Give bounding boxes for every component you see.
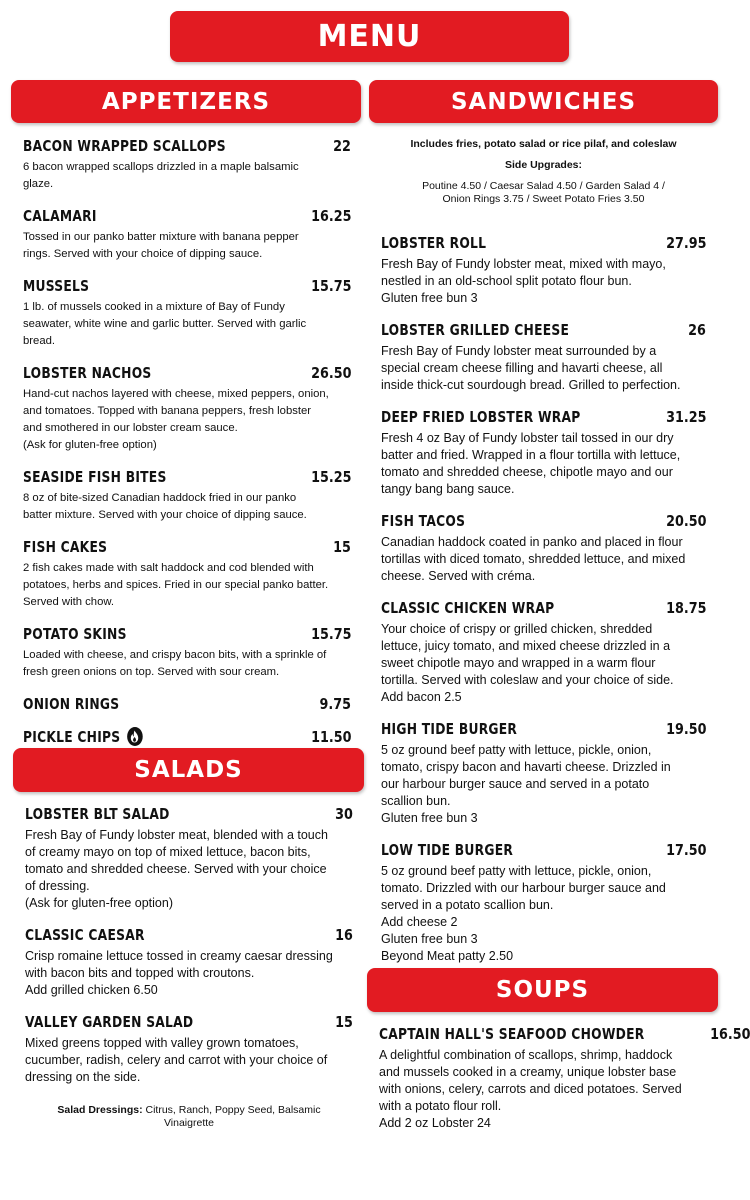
description-line: batter mixture. Served with your choice of dipping sauce.	[23, 509, 307, 521]
salad-dressings-label: Salad Dressings:	[57, 1104, 143, 1116]
menu-item-description	[381, 343, 706, 394]
description-line: Add 2 oz Lobster 24	[379, 1116, 491, 1130]
description-line: batter and fried. Wrapped in a flour tortilla with lettuce,	[381, 448, 681, 462]
sandwiches-list	[381, 234, 706, 965]
menu-item-description	[23, 159, 351, 193]
description-line: Fresh 4 oz Bay of Fundy lobster tail tossed in our dry	[381, 431, 674, 445]
menu-item-name	[379, 1025, 644, 1043]
description-line: Mixed greens topped with valley grown tomatoes,	[25, 1036, 299, 1050]
menu-item-name	[23, 468, 167, 486]
menu-item-header	[381, 512, 706, 530]
menu-item-header	[25, 1013, 353, 1031]
menu-item	[381, 841, 706, 965]
description-line: served in a potato scallion bun.	[381, 898, 554, 912]
description-line: with bacon bits and topped with croutons.	[25, 966, 255, 980]
menu-item	[381, 408, 706, 498]
menu-item-name	[381, 408, 581, 426]
menu-item-name-text: FISH CAKES	[23, 538, 108, 556]
menu-item-header	[23, 207, 351, 225]
description-line: nestled in an old-school split potato flour bun.	[381, 274, 632, 288]
menu-item-name	[23, 364, 152, 382]
menu-item-description	[23, 386, 351, 454]
menu-item-description	[381, 430, 706, 498]
menu-item-name	[381, 720, 517, 738]
menu-item-price: 9.75	[319, 695, 351, 713]
appetizers-list	[23, 137, 351, 746]
description-line: 5 oz ground beef patty with lettuce, pickle, onion,	[381, 743, 652, 757]
description-line: seawater, white wine and garlic butter. Served with garlic	[23, 318, 307, 330]
menu-item	[381, 599, 706, 706]
menu-item-name	[23, 695, 119, 713]
description-line: and tomatoes. Topped with banana peppers, fresh lobster	[23, 405, 312, 417]
menu-item	[381, 321, 706, 394]
side-upgrades-line1: Poutine 4.50 / Caesar Salad 4.50 / Garden Salad 4 /	[422, 180, 665, 192]
appetizers-heading: APPETIZERS	[101, 88, 271, 115]
description-line: and smothered in our lobster cream sauce.	[23, 422, 238, 434]
menu-item	[25, 805, 353, 912]
menu-item-header	[23, 277, 351, 295]
appetizers-banner	[11, 80, 361, 123]
menu-item-name-text: CLASSIC CAESAR	[25, 926, 145, 944]
salads-heading: SALADS	[134, 757, 243, 783]
description-line: cheese. Served with créma.	[381, 569, 536, 583]
description-line: Add bacon 2.5	[381, 690, 462, 704]
menu-item	[23, 207, 351, 263]
description-line: cucumber, radish, celery and carrot with your choice of	[25, 1053, 328, 1067]
description-line: Loaded with cheese, and crispy bacon bits, with a sprinkle of	[23, 649, 327, 661]
menu-item-price: 16.50	[709, 1025, 750, 1043]
menu-item-header	[23, 137, 351, 155]
menu-item-price: 22	[333, 137, 351, 155]
menu-item-price: 15	[333, 538, 351, 556]
menu-item-header	[23, 468, 351, 486]
description-line: Your choice of crispy or grilled chicken, shredded	[381, 622, 653, 636]
menu-item-description	[25, 948, 353, 999]
description-line: dressing on the side.	[25, 1070, 141, 1084]
description-line: tomato, crispy bacon and havarti cheese. Drizzled in	[381, 760, 671, 774]
menu-item-name-text: MUSSELS	[23, 277, 90, 295]
menu-item-name	[381, 512, 465, 530]
menu-item-name-text: BACON WRAPPED SCALLOPS	[23, 137, 226, 155]
menu-item-name-text: LOBSTER GRILLED CHEESE	[381, 321, 570, 339]
description-line: 5 oz ground beef patty with lettuce, pickle, onion,	[381, 864, 652, 878]
description-line: 8 oz of bite-sized Canadian haddock fried in our panko	[23, 492, 297, 504]
menu-item-name-text: LOBSTER NACHOS	[23, 364, 152, 382]
description-line: with onions, celery, carrots and diced potatoes. Served	[379, 1082, 682, 1096]
description-line: tomato and shredded cheese, chipotle mayo and our	[381, 465, 673, 479]
menu-item-name-text: PICKLE CHIPS	[23, 727, 121, 746]
menu-item-header	[25, 805, 353, 823]
menu-item-header	[23, 538, 351, 556]
menu-item-price: 15	[335, 1013, 353, 1031]
menu-item-price: 20.50	[665, 512, 706, 530]
description-line: tomato and shredded cheese. Served with your choice	[25, 862, 327, 876]
menu-item-name-text: FISH TACOS	[381, 512, 466, 530]
description-line: special cream cheese filling and havarti cheese, all	[381, 361, 663, 375]
salad-dressings-note	[25, 1104, 353, 1130]
description-line: Gluten free bun 3	[381, 932, 478, 946]
description-line: tomato. Drizzled with our harbour burger sauce and	[381, 881, 666, 895]
menu-item	[379, 1025, 750, 1132]
menu-item-price: 31.25	[665, 408, 706, 426]
menu-item-header	[381, 321, 706, 339]
sandwiches-includes: Includes fries, potato salad or rice pilaf, and coleslaw	[410, 138, 677, 150]
description-line: Tossed in our panko batter mixture with banana pepper	[23, 231, 299, 243]
menu-item-price: 15.25	[310, 468, 351, 486]
menu-item-name-text: VALLEY GARDEN SALAD	[25, 1013, 194, 1031]
description-line: rings. Served with your choice of dipping sauce.	[23, 248, 263, 260]
menu-item-name	[23, 277, 89, 295]
menu-item-price: 18.75	[665, 599, 706, 617]
menu-item-name	[23, 207, 97, 225]
menu-item-description	[25, 1035, 353, 1086]
menu-item-header	[379, 1025, 750, 1043]
description-line: Fresh Bay of Fundy lobster meat surrounded by a	[381, 344, 657, 358]
description-line: Hand-cut nachos layered with cheese, mixed peppers, onion,	[23, 388, 329, 400]
menu-item-price: 26.50	[310, 364, 351, 382]
menu-title-banner	[170, 11, 569, 62]
description-line: fresh green onions on top. Served with sour cream.	[23, 666, 280, 678]
menu-item-description	[381, 534, 706, 585]
menu-item	[23, 538, 351, 611]
menu-item	[23, 364, 351, 454]
menu-item	[23, 277, 351, 350]
flame-icon	[127, 727, 143, 746]
menu-item-name	[25, 805, 170, 823]
description-line: 1 lb. of mussels cooked in a mixture of Bay of Fundy	[23, 301, 285, 313]
menu-item-description	[381, 863, 706, 965]
description-line: tortillas with diced tomato, shredded lettuce, and mixed	[381, 552, 686, 566]
menu-item-price: 19.50	[665, 720, 706, 738]
menu-item-price: 15.75	[310, 625, 351, 643]
side-upgrades-line2: Onion Rings 3.75 / Sweet Potato Fries 3.50	[442, 193, 645, 205]
description-line: our harbour burger sauce and served in a potato	[381, 777, 650, 791]
menu-item-name	[23, 727, 143, 746]
soups-banner	[367, 968, 718, 1012]
description-line: Served with chow.	[23, 596, 115, 608]
menu-item-name	[381, 599, 554, 617]
menu-item-header	[25, 926, 353, 944]
description-line: tangy bang bang sauce.	[381, 482, 515, 496]
menu-item-description	[381, 621, 706, 706]
menu-item-description	[379, 1047, 706, 1132]
description-line: and mussels cooked in a creamy, unique lobster base	[379, 1065, 677, 1079]
description-line: of creamy mayo on top of mixed lettuce, bacon bits,	[25, 845, 311, 859]
menu-item-header	[381, 841, 706, 859]
menu-item-name-text: HIGH TIDE BURGER	[381, 720, 518, 738]
description-line: potatoes, herbs and spices. Fried in our special panko batter.	[23, 579, 329, 591]
menu-item	[25, 926, 353, 999]
description-line: bread.	[23, 335, 56, 347]
menu-item-header	[23, 695, 351, 713]
menu-item-name	[25, 926, 145, 944]
description-line: Beyond Meat patty 2.50	[381, 949, 514, 963]
menu-item-price: 15.75	[310, 277, 351, 295]
menu-item	[381, 720, 706, 827]
menu-item-header	[23, 625, 351, 643]
sandwiches-notes	[369, 138, 718, 206]
menu-item	[23, 137, 351, 193]
menu-item	[23, 727, 351, 746]
menu-item-name	[381, 234, 486, 252]
description-line: (Ask for gluten-free option)	[25, 896, 173, 910]
menu-item-description	[381, 256, 706, 307]
menu-item-price: 17.50	[665, 841, 706, 859]
menu-item-price: 11.50	[310, 727, 351, 746]
menu-item	[381, 512, 706, 585]
menu-item-name-text: CAPTAIN HALL'S SEAFOOD CHOWDER	[379, 1025, 645, 1043]
description-line: tortilla. Served with coleslaw and your choice of side.	[381, 673, 674, 687]
soups-heading: SOUPS	[495, 977, 590, 1003]
description-line: scallion bun.	[381, 794, 451, 808]
description-line: Fresh Bay of Fundy lobster meat, blended with a touch	[25, 828, 328, 842]
description-line: lettuce, juicy tomato, and mixed cheese drizzled in a	[381, 639, 671, 653]
menu-item-description	[381, 742, 706, 827]
menu-item-price: 16.25	[310, 207, 351, 225]
menu-item-header	[381, 408, 706, 426]
menu-item-name	[23, 137, 226, 155]
menu-item-name	[381, 321, 569, 339]
menu-item-name-text: CALAMARI	[23, 207, 97, 225]
menu-item-name	[25, 1013, 193, 1031]
menu-item-description	[23, 560, 351, 611]
menu-item-name-text: LOBSTER BLT SALAD	[25, 805, 170, 823]
description-line: Add grilled chicken 6.50	[25, 983, 158, 997]
menu-item-price: 26	[688, 321, 706, 339]
soups-list	[379, 1025, 750, 1132]
menu-item-name-text: POTATO SKINS	[23, 625, 127, 643]
menu-item	[381, 234, 706, 307]
menu-item-name	[381, 841, 513, 859]
menu-item-header	[23, 727, 351, 746]
menu-item-description	[25, 827, 353, 912]
side-upgrades-label: Side Upgrades:	[504, 159, 583, 171]
description-line: 2 fish cakes made with salt haddock and cod blended with	[23, 562, 314, 574]
description-line: Gluten free bun 3	[381, 811, 478, 825]
menu-item-header	[381, 234, 706, 252]
menu-item-price: 27.95	[665, 234, 706, 252]
menu-item-name-text: SEASIDE FISH BITES	[23, 468, 167, 486]
description-line: Gluten free bun 3	[381, 291, 478, 305]
description-line: inside thick-cut sourdough bread. Grilled to perfection.	[381, 378, 681, 392]
sandwiches-banner	[369, 80, 718, 123]
menu-item-name	[23, 538, 107, 556]
sandwiches-heading: SANDWICHES	[450, 88, 637, 115]
menu-item-header	[23, 364, 351, 382]
menu-item	[23, 468, 351, 524]
description-line: Fresh Bay of Fundy lobster meat, mixed with mayo,	[381, 257, 666, 271]
description-line: Canadian haddock coated in panko and placed in flour	[381, 535, 683, 549]
menu-item-price: 16	[335, 926, 353, 944]
menu-item	[23, 695, 351, 713]
menu-item-description	[23, 490, 351, 524]
page-title: MENU	[317, 19, 422, 54]
description-line: sweet chipotle mayo and wrapped in a warm flour	[381, 656, 656, 670]
description-line: A delightful combination of scallops, shrimp, haddock	[379, 1048, 673, 1062]
menu-item-description	[23, 229, 351, 263]
menu-item-name-text: LOW TIDE BURGER	[381, 841, 514, 859]
description-line: glaze.	[23, 178, 54, 190]
menu-item-header	[381, 720, 706, 738]
description-line: of dressing.	[25, 879, 90, 893]
menu-item-name-text: DEEP FRIED LOBSTER WRAP	[381, 408, 581, 426]
menu-item	[25, 1013, 353, 1086]
menu-item-name-text: CLASSIC CHICKEN WRAP	[381, 599, 555, 617]
menu-item-description	[23, 299, 351, 350]
menu-item-description	[23, 647, 351, 681]
description-line: Add cheese 2	[381, 915, 458, 929]
description-line: Crisp romaine lettuce tossed in creamy caesar dressing	[25, 949, 333, 963]
menu-item-header	[381, 599, 706, 617]
salad-dressings-text2: Vinaigrette	[163, 1117, 214, 1129]
menu-item-name-text: ONION RINGS	[23, 695, 120, 713]
salads-banner	[13, 748, 364, 792]
menu-item-name-text: LOBSTER ROLL	[381, 234, 487, 252]
description-line: with a potato flour roll.	[379, 1099, 502, 1113]
salad-dressings-text: Citrus, Ranch, Poppy Seed, Balsamic	[142, 1104, 321, 1116]
description-line: 6 bacon wrapped scallops drizzled in a maple balsamic	[23, 161, 299, 173]
menu-item	[23, 625, 351, 681]
menu-item-price: 30	[335, 805, 353, 823]
salads-list	[25, 805, 353, 1086]
description-line: (Ask for gluten-free option)	[23, 439, 157, 451]
menu-item-name	[23, 625, 127, 643]
